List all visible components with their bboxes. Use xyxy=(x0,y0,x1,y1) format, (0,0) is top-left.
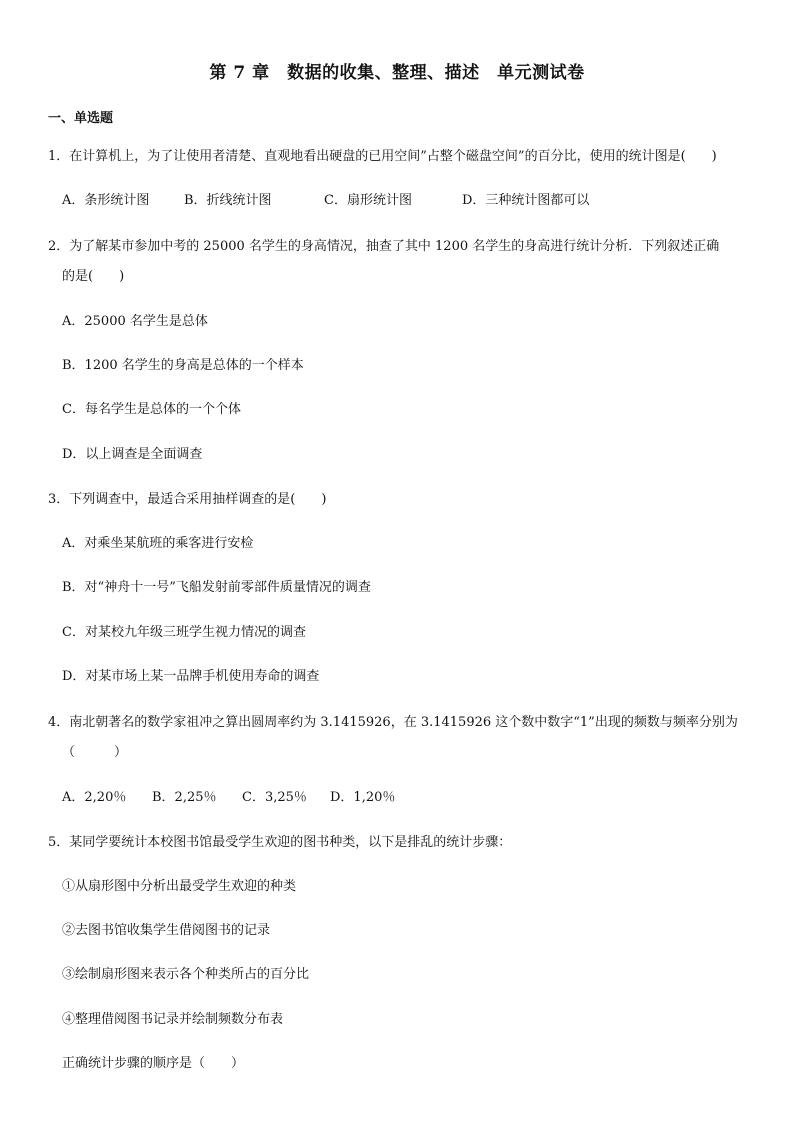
question-2-option-a: A．25000 名学生是总体 xyxy=(62,314,208,329)
question-4-stem: 4．南北朝著名的数学家祖冲之算出圆周率约为 3.1415926，在 3.1415926 这个数中数字“1”出现的频数与频率分别为 xyxy=(48,715,738,730)
question-4-option-a: A．2,20％ xyxy=(62,790,127,805)
question-2-option-d: D．以上调查是全面调查 xyxy=(62,447,203,462)
question-3-option-c: C．对某校九年级三班学生视力情况的调查 xyxy=(62,625,306,640)
question-5-step-1: ①从扇形图中分析出最受学生欢迎的种类 xyxy=(62,879,297,894)
question-2-option-c: C．每名学生是总体的一个个体 xyxy=(62,402,241,417)
question-5-step-4: ④整理借阅图书记录并绘制频数分布表 xyxy=(62,1012,284,1027)
question-3-stem: 3．下列调查中，最适合采用抽样调查的是( ) xyxy=(48,492,327,507)
question-2-stem: 2．为了解某市参加中考的 25000 名学生的身高情况，抽查了其中 1200 名学生的身高进行统计分析．下列叙述正确 xyxy=(48,239,720,254)
question-1-option-c: C．扇形统计图 xyxy=(324,193,412,208)
section-heading: 一、单选题 xyxy=(48,111,114,126)
question-5-prompt: 正确统计步骤的顺序是（ ） xyxy=(62,1056,245,1071)
question-3-option-d: D．对某市场上某一品牌手机使用寿命的调查 xyxy=(62,669,320,684)
question-2-option-b: B．1200 名学生的身高是总体的一个样本 xyxy=(62,358,304,373)
question-3-option-b: B．对“神舟十一号”飞船发射前零部件质量情况的调查 xyxy=(62,580,371,595)
question-4-stem-cont: （ ） xyxy=(62,745,128,760)
question-2-stem-cont: 的是( ) xyxy=(62,269,125,284)
question-4-option-d: D．1,20％ xyxy=(330,790,396,805)
page-title: 第 7 章 数据的收集、整理、描述 单元测试卷 xyxy=(209,63,585,83)
question-1-stem: 1．在计算机上，为了让使用者清楚、直观地看出硬盘的已用空间”占整个磁盘空间”的百分比，使用的统计图是( ) xyxy=(48,149,717,164)
question-5-step-3: ③绘制扇形图来表示各个种类所占的百分比 xyxy=(62,967,310,982)
question-1-option-d: D．三种统计图都可以 xyxy=(462,193,590,208)
question-3-option-a: A．对乘坐某航班的乘客进行安检 xyxy=(62,536,254,551)
question-1-option-b: B．折线统计图 xyxy=(184,193,272,208)
question-5-stem: 5．某同学要统计本校图书馆最受学生欢迎的图书种类，以下是排乱的统计步骤： xyxy=(48,835,512,850)
question-4-option-c: C．3,25％ xyxy=(242,790,307,805)
question-5-step-2: ②去图书馆收集学生借阅图书的记录 xyxy=(62,923,271,938)
question-1-option-a: A．条形统计图 xyxy=(62,193,150,208)
question-4-option-b: B．2,25％ xyxy=(152,790,217,805)
